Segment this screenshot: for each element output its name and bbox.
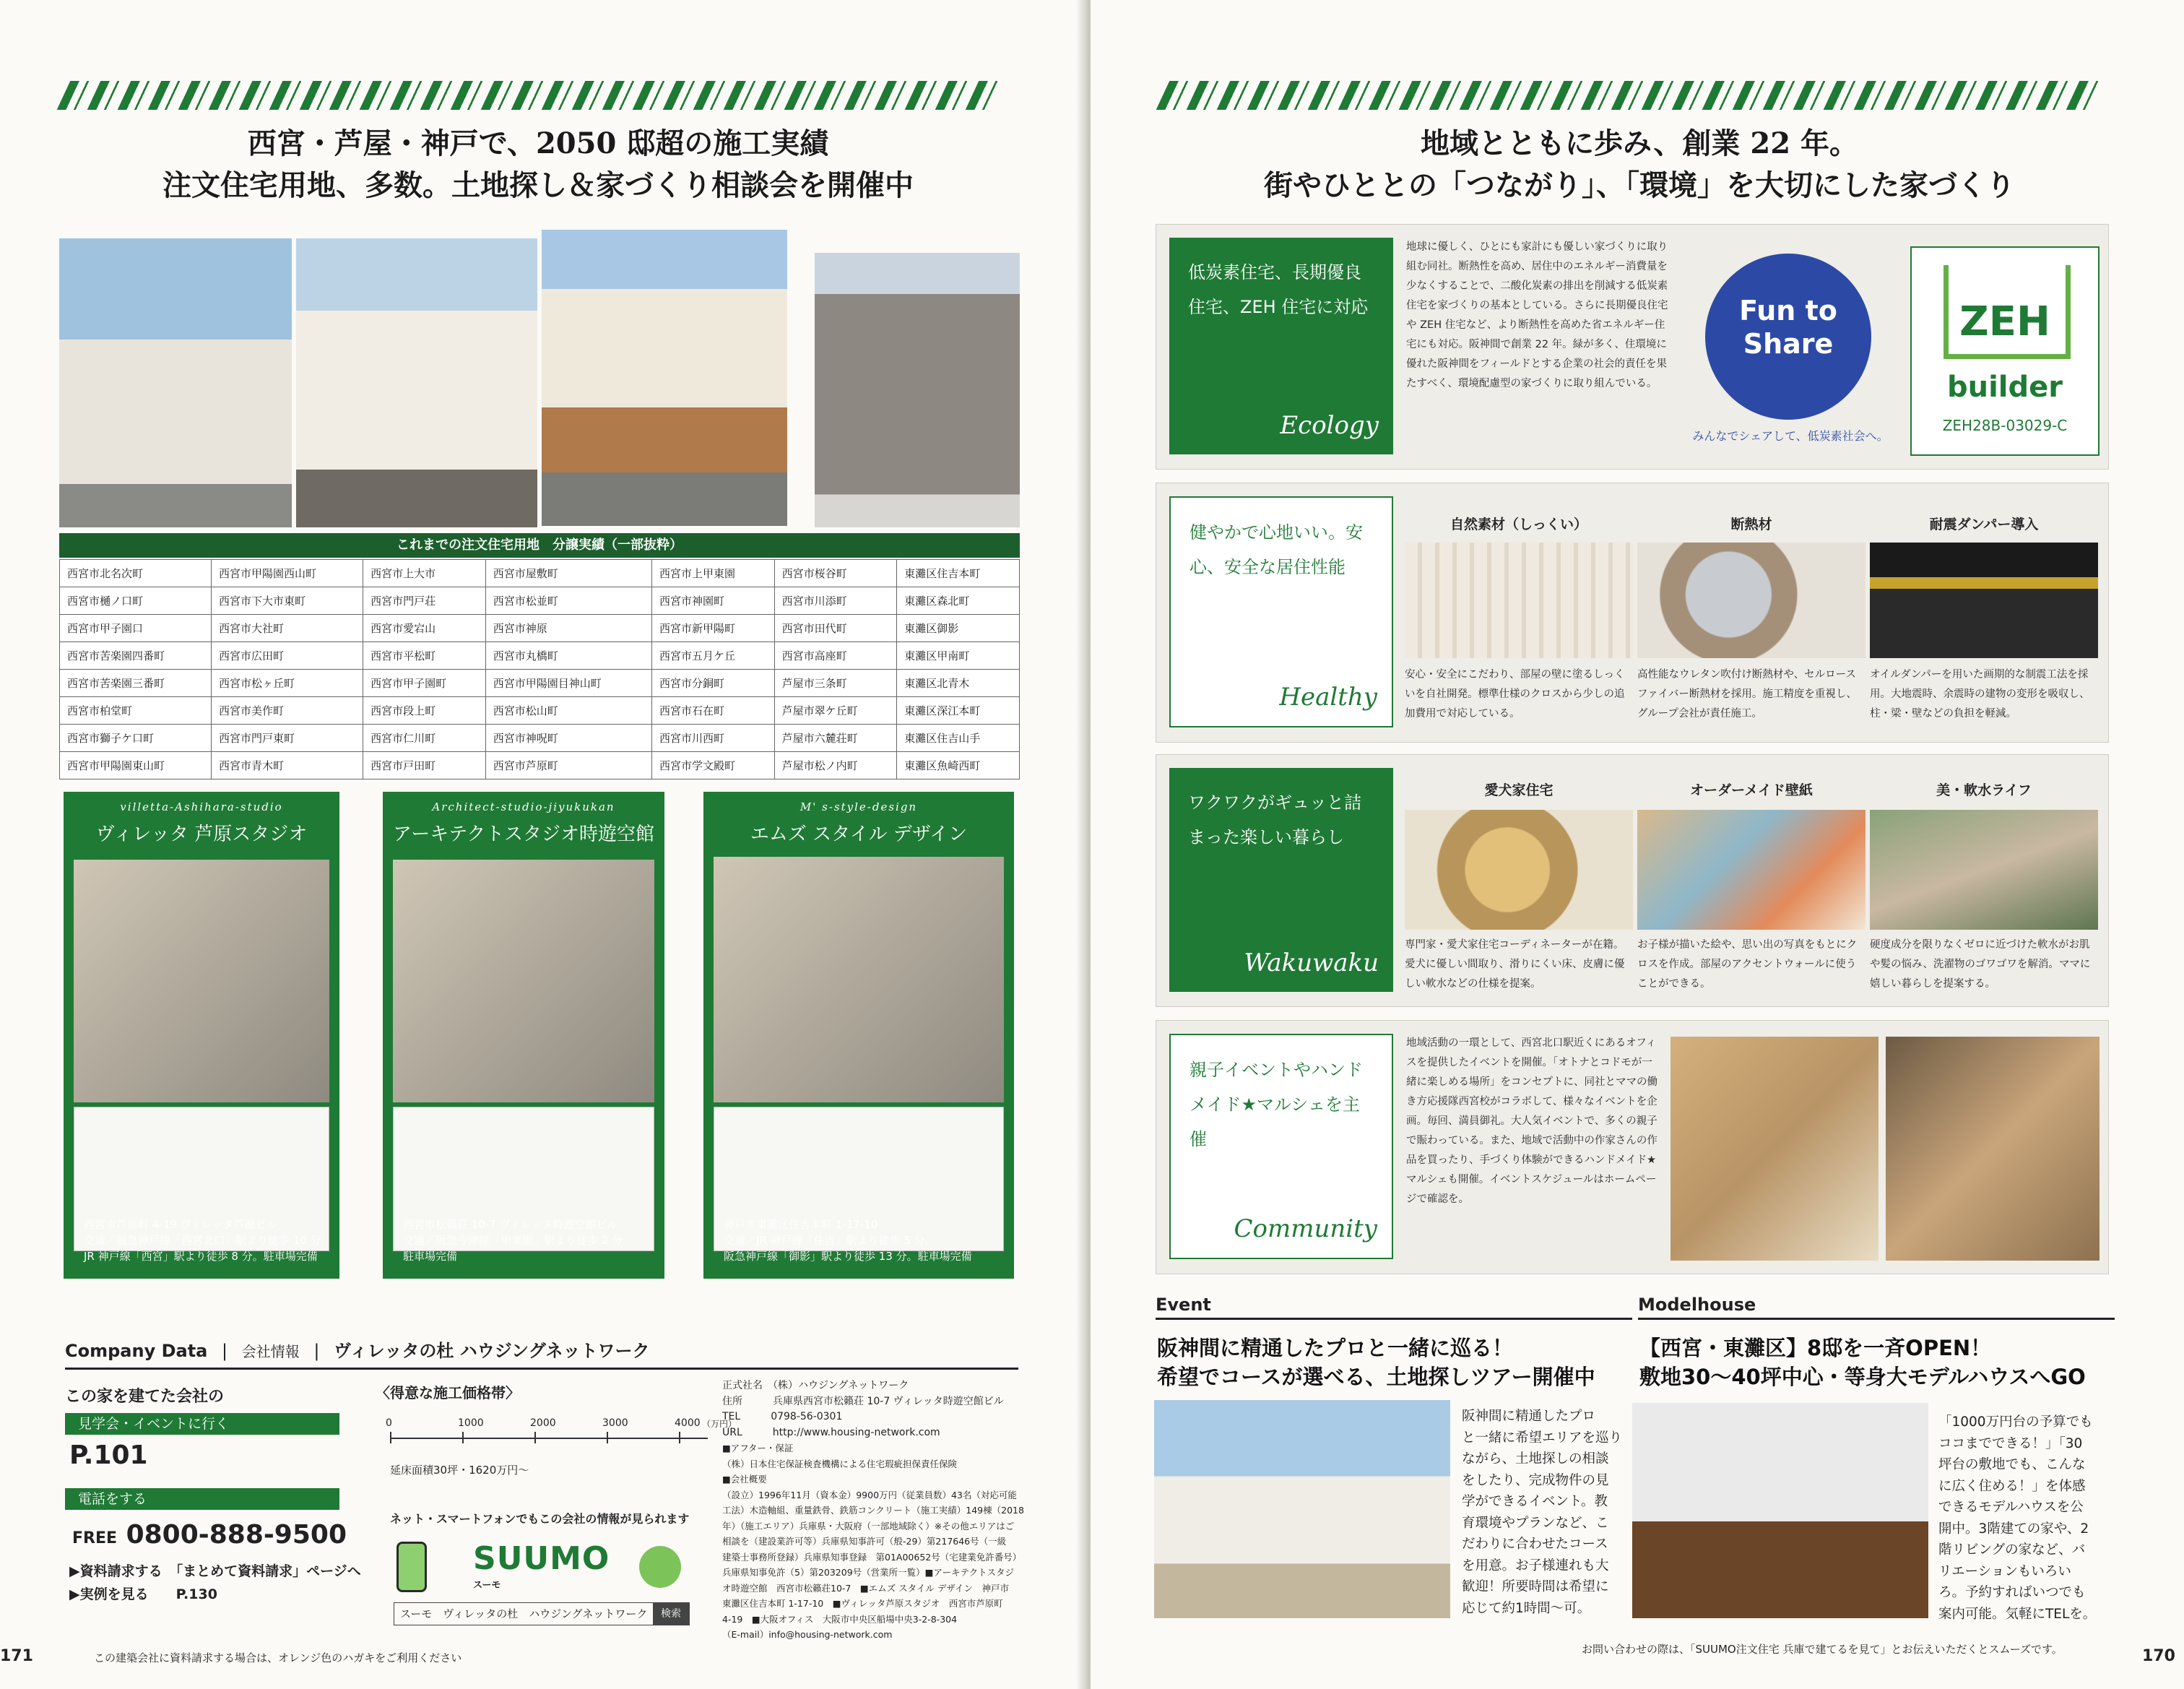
company-info-line: 年）（施工エリア）兵庫県・大阪府（一部地域除く）※その他エリアはご xyxy=(722,1520,1015,1532)
table-cell: 西宮市新甲陽町 xyxy=(651,615,774,642)
studio-address xyxy=(84,1217,329,1264)
studio-card-ashihara xyxy=(64,792,339,1279)
price-tick-label: 0 xyxy=(386,1417,392,1429)
table-row xyxy=(60,642,1020,670)
zeh-text: ZEH xyxy=(1959,298,2050,345)
table-cell: 西宮市神原 xyxy=(485,615,651,642)
studio-jp-name: アーキテクトスタジオ時遊空館 xyxy=(393,824,654,845)
table-row xyxy=(60,587,1020,615)
table-cell: 西宮市上大市 xyxy=(363,560,486,587)
table-cell: 東灘区住吉本町 xyxy=(897,560,1020,587)
company-header: Company Data | 会社情報 | ヴィレッタの杜 ハウジングネットワーク xyxy=(65,1336,1018,1370)
price-unit: （万円） xyxy=(701,1419,737,1429)
house-photo-4 xyxy=(815,253,1020,527)
table-cell: 西宮市大社町 xyxy=(212,615,363,642)
fun-to-share-sub: みんなでシェアして、低炭素社会へ。 xyxy=(1692,429,1889,443)
feature-ecology xyxy=(1156,224,2109,470)
feature-caption: オーダーメイド壁紙 xyxy=(1690,782,1813,798)
table-cell: 西宮市川添町 xyxy=(774,587,897,615)
table-cell: 西宮市下大市東町 xyxy=(212,587,363,615)
price-range-title: 〈得意な施工価格帯〉 xyxy=(376,1384,520,1401)
feature-tag: Community xyxy=(1234,1214,1377,1243)
feature-text: 専門家・愛犬家住宅コーディネーターが在籍。愛犬に優しい間取り、滑りにくい床、皮膚に優しい軟水などの仕様を提案。 xyxy=(1405,939,1625,990)
headline-line-1: 地域とともに歩み、創業 22 年。 xyxy=(1421,126,1858,160)
feature-text: 安心・安全にこだわり、部屋の壁に塗るしっくいを自社開発。標準仕様のクロスから少しの追加費用で対応している。 xyxy=(1405,669,1625,720)
table-cell: 西宮市松ヶ丘町 xyxy=(212,670,363,697)
price-tick-mark xyxy=(390,1432,391,1443)
table-cell: 芦屋市六麓荘町 xyxy=(774,725,897,752)
body-line: 育環境やプランなど、こ xyxy=(1462,1515,1609,1531)
table-cell: 西宮市苦楽園三番町 xyxy=(60,670,212,697)
company-info-line: URL http://www.housing-network.com xyxy=(722,1426,940,1438)
studio-address xyxy=(724,1217,1004,1264)
company-info-line: （設立）1996年11月（資本金）9900万円（従業員数）43名（対応可能 xyxy=(722,1489,1017,1500)
green-stripe-banner xyxy=(64,81,1002,110)
feature-label xyxy=(1169,238,1393,454)
studio-photo xyxy=(393,860,654,1102)
house-photo-2 xyxy=(296,238,537,527)
price-tick-mark xyxy=(679,1432,680,1443)
table-cell: 西宮市芦原町 xyxy=(485,752,651,779)
feature-label xyxy=(1169,496,1393,727)
table-cell: 東灘区御影 xyxy=(897,615,1020,642)
feature-caption: 美・軟水ライフ xyxy=(1936,782,2032,798)
feature-community xyxy=(1156,1020,2109,1274)
feature-text: オイルダンパーを用いた画期的な制震工法を採用。大地震時、余震時の建物の変形を吸収し、柱・梁・壁などの負担を軽減。 xyxy=(1870,669,2090,720)
table-cell: 西宮市甲子園町 xyxy=(363,670,486,697)
table-cell: 東灘区甲南町 xyxy=(897,642,1020,670)
body-line: だわりに合わせたコース xyxy=(1462,1537,1608,1552)
address-line: 神戸市東灘区住吉本町 1-17-10 xyxy=(724,1218,878,1231)
table-cell: 西宮市獅子ケ口町 xyxy=(60,725,212,752)
model-title-line: 【西宮・東灘区】8邸を一斉OPEN！ xyxy=(1639,1336,1992,1360)
feature-label-text: 健やかで心地いい。安心、安全な居住性能 xyxy=(1190,522,1363,577)
table-cell: 西宮市柏堂町 xyxy=(60,697,212,725)
event-button[interactable]: 見学会・イベントに行く xyxy=(65,1413,339,1435)
table-cell: 西宮市五月ケ丘 xyxy=(651,642,774,670)
table-cell: 西宮市愛宕山 xyxy=(363,615,486,642)
modelhouse-photo xyxy=(1632,1403,1928,1618)
company-info-line: 兵庫県知事免許（5）第203209号（営業所一覧）■アーキテクトスタジ xyxy=(722,1567,1014,1578)
table-cell: 西宮市屋敷町 xyxy=(485,560,651,587)
feature-tag: Wakuwaku xyxy=(1244,949,1379,977)
studio-card-ms-style xyxy=(703,792,1014,1279)
feature-caption: 愛犬家住宅 xyxy=(1484,782,1554,798)
body-line: 「1000万円台の予算でも xyxy=(1938,1414,2093,1430)
table-cell: 東灘区森北町 xyxy=(897,587,1020,615)
company-info-line: 住所 兵庫県西宮市松籟荘 10-7 ヴィレッタ時遊空館ビル xyxy=(722,1395,1004,1407)
right-page-number: 170 xyxy=(2142,1647,2175,1665)
studio-photo xyxy=(74,860,329,1102)
price-tick-label: 4000 xyxy=(675,1417,701,1429)
table-cell: 西宮市門戸荘 xyxy=(363,587,486,615)
suumo-logo-text: SUUMO xyxy=(473,1540,610,1577)
table-cell: 芦屋市翠ケ丘町 xyxy=(774,697,897,725)
search-bar[interactable] xyxy=(394,1602,690,1625)
doc-request-link[interactable]: ▶資料請求する 「まとめて資料請求」ページへ xyxy=(69,1563,361,1579)
company-info-line: 工法）木造軸組、重量鉄骨、鉄筋コンクリート（施工実績）149棟（2018 xyxy=(722,1505,1024,1516)
table-cell: 西宮市甲子園口 xyxy=(60,615,212,642)
fun-to-share-text: Fun to Share xyxy=(1739,295,1837,360)
address-line: JR 神戸線「西宮」駅より徒歩 8 分。駐車場完備 xyxy=(84,1250,318,1263)
right-headline xyxy=(1156,123,2123,207)
table-cell: 西宮市仁川町 xyxy=(363,725,486,752)
feature-healthy xyxy=(1156,483,2109,743)
table-cell: 西宮市甲陽園目神山町 xyxy=(485,670,651,697)
phone-number: 0800-888-9500 xyxy=(126,1520,347,1550)
company-info-line: 建築士事務所登録）兵庫県知事登録 第01A00652号（宅建業免許番号） xyxy=(722,1551,1022,1563)
company-info-line: 東灘区住吉本町 1-17-10 ■ヴィレッタ芦原スタジオ 西宮市芦原町 xyxy=(722,1598,1003,1609)
suumo-character-icon xyxy=(639,1546,681,1588)
body-line: に広く住める！」を体感 xyxy=(1938,1478,2086,1494)
studio-jp-name: エムズ スタイル デザイン xyxy=(750,824,968,845)
damper-photo xyxy=(1870,543,2098,658)
feature-caption: 自然素材（しっくい） xyxy=(1450,517,1587,532)
results-table-title: これまでの注文住宅用地 分譲実績（一部抜粋） xyxy=(59,533,1020,558)
body-line: 開中。3階建ての家や、2 xyxy=(1938,1521,2089,1537)
table-cell: 西宮市高座町 xyxy=(774,642,897,670)
builder-text: builder xyxy=(1946,371,2063,404)
company-info-line: （E-mail）info@housing-network.com xyxy=(722,1629,893,1640)
table-cell: 西宮市松山町 xyxy=(485,697,651,725)
price-scale xyxy=(386,1413,737,1456)
body-line: できるモデルハウスを公 xyxy=(1938,1500,2084,1515)
headline-line-2: 注文住宅用地、多数。土地探し＆家づくり相談会を開催中 xyxy=(162,168,914,202)
table-cell: 西宮市段上町 xyxy=(363,697,486,725)
table-row xyxy=(60,615,1020,642)
event-title-line: 希望でコースが選べる、土地探しツアー開催中 xyxy=(1157,1365,1595,1389)
plaster-wall-photo xyxy=(1405,543,1633,658)
price-tick-mark xyxy=(607,1432,608,1443)
body-line: ろ。予約すればいつでも xyxy=(1938,1585,2086,1600)
studio-en-name: M' s-style-design xyxy=(800,800,918,813)
feature-body: 地球に優しく、ひとにも家計にも優しい家づくりに取り組む同社。断熱性を高め、居住中のエネルギー消費量を少なくすることで、二酸化炭素の排出を削減する低炭素住宅を家づくりの基本としている。さらに長期優良住宅や ZEH 住宅など、より断熱性を高めた省エネルギー住宅にも対応。阪神間で創業 22 年。緑が多く、住環境に優れた阪神間をフィールドとする企業の社会的責任を果たすべく、環境配慮型の家づくりに取り組んでいる。 xyxy=(1406,241,1668,389)
table-row xyxy=(60,752,1020,779)
fun-to-share-logo xyxy=(1691,246,1890,453)
address-line: 阪急神戸線「御影」駅より徒歩 13 分。駐車場完備 xyxy=(724,1250,972,1263)
price-tick-mark xyxy=(462,1432,464,1443)
table-cell: 西宮市北名次町 xyxy=(60,560,212,587)
body-line: を用意。お子様連れも大 xyxy=(1462,1558,1609,1573)
event-body xyxy=(1462,1406,1635,1619)
model-body xyxy=(1938,1412,2119,1625)
body-line: をしたり、完成物件の見 xyxy=(1462,1472,1609,1488)
company-info-label: 会社情報 xyxy=(241,1343,300,1360)
table-cell: 芦屋市三条町 xyxy=(774,670,897,697)
company-info-line: 4-19 ■大阪オフィス 大阪市中央区船場中央3-2-8-304 xyxy=(722,1613,958,1625)
suumo-note: ネット・スマートフォンでもこの会社の情報が見られます xyxy=(390,1512,690,1526)
table-cell: 西宮市川西町 xyxy=(651,725,774,752)
body-line: と一緒に希望エリアを巡り xyxy=(1462,1430,1623,1446)
address-line: 交通／阪急今津線「甲東園」駅より徒歩 2 分 xyxy=(403,1234,623,1247)
table-row xyxy=(60,725,1020,752)
suumo-logo-sub: スーモ xyxy=(473,1580,501,1591)
company-info-line: ■アフター・保証 xyxy=(722,1443,794,1453)
smartphone-icon xyxy=(396,1542,427,1592)
modelhouse-section-head: Modelhouse xyxy=(1638,1295,2115,1320)
feature-wakuwaku xyxy=(1156,754,2109,1007)
company-data-title: Company Data xyxy=(65,1341,208,1361)
table-cell: 西宮市苦楽園四番町 xyxy=(60,642,212,670)
event-title-line: 阪神間に精通したプロと一緒に巡る！ xyxy=(1157,1336,1514,1360)
feature-text: お子様が描いた絵や、思い出の写真をもとにクロスを作成。部屋のアクセントウォールに使うことができる。 xyxy=(1637,939,1858,990)
right-footer: お問い合わせの際は、「SUUMO注文住宅 兵庫で建てるを見て」とお伝えいただくとスムーズです。 xyxy=(1582,1643,2063,1656)
event-section-head: Event xyxy=(1156,1295,1632,1320)
body-line: 階リビングの家など、バ xyxy=(1938,1542,2086,1558)
fun-to-share-circle-icon xyxy=(1705,254,1871,420)
event-page-number: P.101 xyxy=(69,1440,148,1470)
insulation-photo xyxy=(1637,543,1866,658)
body-line: 案内可能。気軽にTELを。 xyxy=(1938,1606,2097,1622)
address-line: 交通／阪急神戸線「西宮北口」駅より徒歩 10 分 xyxy=(84,1234,321,1247)
body-line: ココまでできる！」「30 xyxy=(1938,1435,2083,1451)
examples-link[interactable]: ▶実例を見る P.130 xyxy=(69,1586,217,1602)
feature-tag: Healthy xyxy=(1279,683,1377,712)
body-line: 歓迎！所要時間は希望に xyxy=(1462,1579,1609,1594)
event-photo xyxy=(1154,1400,1450,1618)
table-cell: 西宮市樋ノ口町 xyxy=(60,587,212,615)
body-line: 応じて約1時間〜可。 xyxy=(1462,1600,1591,1616)
table-cell: 東灘区北青木 xyxy=(897,670,1020,697)
built-by-label: この家を建てた会社の xyxy=(65,1388,225,1406)
price-note: 延床面積30坪・1620万円〜 xyxy=(390,1464,529,1477)
company-info-line: ■会社概要 xyxy=(722,1474,767,1485)
table-row xyxy=(60,560,1020,587)
studio-address xyxy=(403,1217,654,1264)
address-line: 西宮市松籟荘 10-7 ヴィレッタ時遊空館ビル xyxy=(403,1218,618,1231)
company-info-block xyxy=(722,1378,1026,1643)
search-text: スーモ ヴィレッタの杜 ハウジングネットワーク xyxy=(400,1607,648,1620)
table-cell: 西宮市学文殿町 xyxy=(651,752,774,779)
community-photo-2 xyxy=(1886,1037,2100,1261)
table-cell: 西宮市広田町 xyxy=(212,642,363,670)
company-name: ヴィレッタの杜 ハウジングネットワーク xyxy=(334,1341,650,1361)
table-cell: 西宮市美作町 xyxy=(212,697,363,725)
feature-body: 地域活動の一環として、西宮北口駅近くにあるオフィスを提供したイベントを開催。「オトナとコドモが一緒に楽しめる場所」をコンセプトに、同社とママの働き方応援隊西宮校がコラボして、様々なイベントを企画。毎回、満員御礼。大人気イベントで、多くの親子で賑わっている。また、地域で活動中の作家さんの作品を買ったり、手づくり体験ができるハンドメイド★マルシェも開催。イベントスケジュールはホームページで確認を。 xyxy=(1406,1037,1658,1205)
body-line: ながら、土地探しの相談 xyxy=(1462,1451,1609,1466)
phone-number-row xyxy=(72,1520,347,1550)
address-line: 交通／JR 神戸線「住吉」駅より徒歩 5 分。 xyxy=(724,1234,936,1247)
company-info-line: 正式社名 （株）ハウジングネットワーク xyxy=(722,1380,909,1391)
zeh-builder-logo xyxy=(1910,246,2100,456)
table-cell: 西宮市甲陽園西山町 xyxy=(212,560,363,587)
feature-caption: 断熱材 xyxy=(1730,517,1772,532)
left-page xyxy=(0,0,1091,1689)
table-cell: 西宮市平松町 xyxy=(363,642,486,670)
feature-tag: Ecology xyxy=(1280,411,1379,440)
feature-text: 高性能なウレタン吹付け断熱材や、セルロースファイバー断熱材を採用。施工精度を重視し、グループ会社が責任施工。 xyxy=(1637,669,1857,720)
dog-photo xyxy=(1405,810,1633,930)
price-tick-label: 1000 xyxy=(458,1417,484,1429)
studio-photo xyxy=(714,857,1004,1102)
table-cell: 西宮市甲陽園東山町 xyxy=(60,752,212,779)
feature-text: 硬度成分を限りなくゼロに近づけた軟水がお肌や髪の悩み、洗濯物のゴワゴワを解消。ママに嬉しい暮らしを提案する。 xyxy=(1870,939,2091,990)
phone-button[interactable]: 電話をする xyxy=(65,1488,339,1510)
table-cell: 西宮市桜谷町 xyxy=(774,560,897,587)
feature-label xyxy=(1169,1034,1393,1259)
feature-label-text: ワクワクがギュッと詰まった楽しい暮らし xyxy=(1188,792,1361,847)
table-row xyxy=(60,670,1020,697)
address-line: 駐車場完備 xyxy=(403,1250,458,1263)
price-tick-label: 3000 xyxy=(602,1417,628,1429)
free-label: FREE xyxy=(72,1529,118,1547)
table-cell: 芦屋市松ノ内町 xyxy=(774,752,897,779)
feature-caption: 耐震ダンパー導入 xyxy=(1929,517,2039,532)
table-cell: 西宮市神園町 xyxy=(651,587,774,615)
price-tick-label: 2000 xyxy=(530,1417,556,1429)
company-info-line: 相談を（建設業許可等）兵庫県知事許可（般-29）第217646号（一級 xyxy=(722,1536,1007,1547)
zeh-code: ZEH28B-03029-C xyxy=(1942,417,2068,434)
left-footer: この建築会社に資料請求する場合は、オレンジ色のハガキをご利用ください xyxy=(94,1651,462,1664)
table-cell: 西宮市丸橋町 xyxy=(485,642,651,670)
table-cell: 西宮市神呪町 xyxy=(485,725,651,752)
studio-card-jiyukukan xyxy=(383,792,664,1279)
body-line: 学ができるイベント。教 xyxy=(1462,1494,1608,1509)
results-table xyxy=(59,559,1020,779)
table-cell: 西宮市門戸東町 xyxy=(212,725,363,752)
company-info-line: オ時遊空館 西宮市松籟荘10-7 ■エムズ スタイル デザイン 神戸市 xyxy=(722,1582,1010,1594)
table-cell: 東灘区深江本町 xyxy=(897,697,1020,725)
body-line: 阪神間に精通したプロ xyxy=(1462,1409,1596,1424)
address-line: 西宮市芦原町 4-19 ヴィレッタ芦原ビル xyxy=(84,1218,277,1231)
table-cell: 西宮市分銅町 xyxy=(651,670,774,697)
feature-label xyxy=(1169,768,1393,992)
table-row xyxy=(60,697,1020,725)
community-photo-1 xyxy=(1670,1037,1878,1261)
soft-water-photo xyxy=(1870,810,2098,930)
wallpaper-photo xyxy=(1637,810,1866,930)
company-info-line: TEL 0798-56-0301 xyxy=(722,1411,843,1422)
suumo-logo xyxy=(473,1540,610,1591)
table-cell: 西宮市石在町 xyxy=(651,697,774,725)
table-cell: 西宮市松並町 xyxy=(485,587,651,615)
table-cell: 西宮市上甲東園 xyxy=(651,560,774,587)
event-title xyxy=(1157,1334,1634,1391)
studio-en-name: villetta-Ashihara-studio xyxy=(120,800,283,813)
studio-en-name: Architect-studio-jiyukukan xyxy=(432,800,615,813)
left-page-number: 171 xyxy=(0,1647,33,1665)
body-line: リエーションもいろい xyxy=(1938,1563,2071,1579)
table-cell: 西宮市田代町 xyxy=(774,615,897,642)
table-cell: 西宮市戸田町 xyxy=(363,752,486,779)
company-info-line: （株）日本住宅保証検査機構による住宅瑕疵担保責任保険 xyxy=(722,1458,958,1469)
suumo-box xyxy=(394,1534,690,1604)
model-title xyxy=(1639,1334,2116,1391)
green-stripe-banner xyxy=(1163,81,2116,110)
headline-line-1: 西宮・芦屋・神戸で、2050 邸超の施工実績 xyxy=(247,126,829,160)
house-photo-1 xyxy=(59,238,292,527)
search-button[interactable]: 検索 xyxy=(653,1603,689,1625)
house-photo-3 xyxy=(542,230,787,526)
body-line: 坪台の敷地でも、こんな xyxy=(1938,1457,2086,1472)
headline-line-2: 街やひととの「つながり」、「環境」を大切にした家づくり xyxy=(1264,168,2015,202)
table-cell: 東灘区魚崎西町 xyxy=(897,752,1020,779)
feature-label-text: 低炭素住宅、長期優良住宅、ZEH 住宅に対応 xyxy=(1188,262,1369,317)
studio-jp-name: ヴィレッタ 芦原スタジオ xyxy=(95,824,308,845)
feature-label-text: 親子イベントやハンドメイド★マルシェを主催 xyxy=(1190,1060,1363,1149)
table-cell: 西宮市青木町 xyxy=(212,752,363,779)
table-cell: 東灘区住吉山手 xyxy=(897,725,1020,752)
left-headline xyxy=(58,123,1018,207)
price-tick-mark xyxy=(534,1432,536,1443)
model-title-line: 敷地30〜40坪中心・等身大モデルハウスへGO xyxy=(1639,1365,2086,1389)
